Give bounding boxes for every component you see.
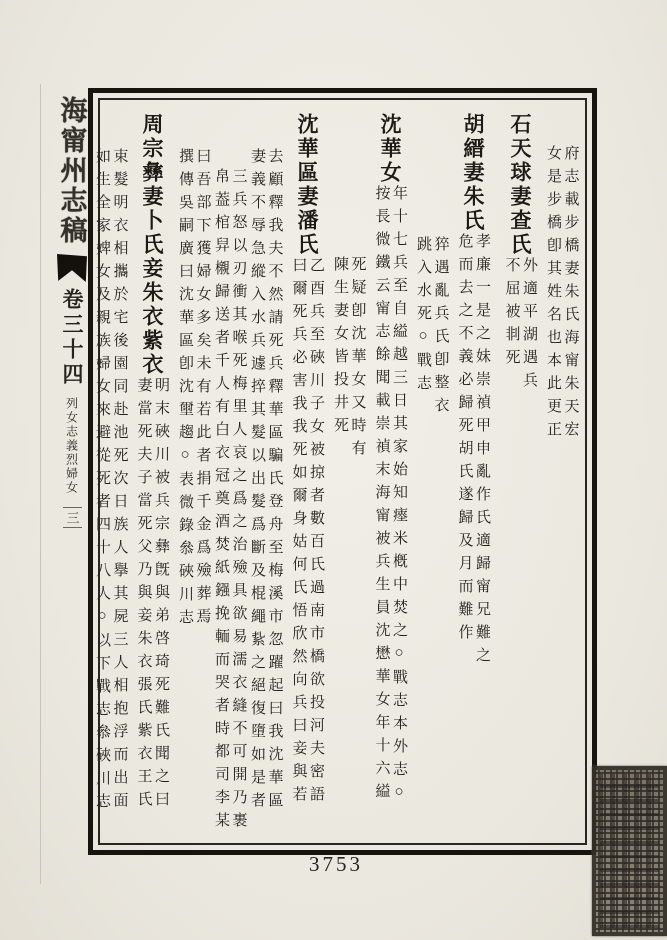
annotation-note bbox=[94, 148, 128, 816]
annotation-line-left: 如生全家婢女及親族婦女來避從死者四十八人○以下戰志叅硤川志 bbox=[94, 148, 110, 816]
entry-column bbox=[285, 113, 329, 835]
annotation-line-left: 陳生妻女皆投井死 bbox=[332, 256, 348, 440]
annotation-column bbox=[249, 113, 282, 835]
annotation-note bbox=[177, 148, 211, 632]
annotation-line-right: 三兵怒以刃衝其喉死梅里人哀之爲之治殮具欲易濡衣縫不可開乃裹 bbox=[230, 168, 247, 835]
paper-fold-line bbox=[40, 84, 41, 884]
annotation-line-left: 妻當死夫子當死父乃與妾朱衣張氏紫衣王氏 bbox=[135, 377, 152, 814]
annotation-line-left: 帛葢棺舁櫬歸送者千人有白衣冠奠酒焚紙鏹挽輀而哭者時都司李某 bbox=[213, 168, 229, 835]
spine-leaf-number: 三 bbox=[63, 507, 82, 528]
entry-column bbox=[130, 113, 174, 835]
entry-column bbox=[451, 113, 495, 835]
annotation-line-left: 曰爾死兵必害我我死如爾身姑何氏悟欣然向兵曰妾與若 bbox=[290, 257, 307, 809]
annotation-column bbox=[213, 113, 246, 835]
entry-name: 石天球妻查氏 bbox=[508, 113, 532, 257]
annotation-line-left: 不屈被剕死 bbox=[503, 257, 520, 372]
annotation-column bbox=[545, 113, 578, 835]
entry-name: 沈華女 bbox=[378, 113, 402, 185]
text-columns bbox=[94, 113, 579, 835]
annotation-note bbox=[290, 257, 324, 809]
page-frame-inner-rule bbox=[94, 98, 587, 845]
annotation-line-left: 撰傳吳嗣廣曰沈華區卽沈壐趨○表微錄叅硤川志 bbox=[177, 148, 193, 632]
entry-name: 周宗彝妻卜氏妾朱衣紫衣 bbox=[140, 113, 164, 377]
annotation-line-right: 明末硤川被兵宗彝旣與弟啓琦死難氏聞之曰 bbox=[153, 377, 169, 814]
annotation-line-right: 猝遇亂兵氏卽整衣 bbox=[432, 236, 449, 420]
spine-section-label: 列女志義烈婦女 bbox=[64, 397, 79, 495]
page-number: 3753 bbox=[309, 852, 363, 876]
annotation-line-right: 乙酉兵至硤川子女被掠者數百氏過南市橋欲投河夫密語 bbox=[308, 257, 324, 809]
annotation-line-right: 府志載步橋妻朱氏海甯朱天宏 bbox=[562, 145, 579, 444]
annotation-note bbox=[332, 256, 366, 463]
spine-volume-label: 卷三十四 bbox=[60, 288, 84, 388]
annotation-line-left: 女是步橋卽其姓名也本此更正 bbox=[545, 145, 561, 444]
annotation-line-right: 孝廉一是之妹崇禎甲申亂作氏適歸甯兄難之 bbox=[474, 233, 490, 670]
annotation-line-left: 按長微鐵云甯志餘聞載崇禎末海甯被兵生員沈懋華女年十六縊 bbox=[373, 185, 390, 806]
annotation-note bbox=[456, 233, 490, 670]
annotation-note bbox=[415, 236, 449, 420]
annotation-line-right: 外適平湖遇兵 bbox=[521, 257, 537, 395]
entry-column bbox=[498, 113, 542, 835]
annotation-note bbox=[503, 257, 537, 395]
annotation-line-right: 年十七兵至自縊越三日其家始知瘞米槪中焚之○戰志本外志○ bbox=[391, 185, 407, 808]
annotation-note bbox=[545, 145, 579, 444]
page-frame bbox=[88, 88, 597, 855]
annotation-line-right: 束髮明衣相攜於宅後園同赴池死次日族人擧其屍三人相抱浮而出面 bbox=[111, 148, 128, 815]
library-seal-stamp bbox=[592, 766, 667, 936]
annotation-column bbox=[415, 113, 448, 835]
annotation-line-right: 曰吾部下獲婦女多矣未有若此者捐千金爲殮葬焉 bbox=[194, 148, 211, 631]
annotation-line-right: 去顧釋我夫不然請死兵釋華區騙氏登舟至梅溪市忽躍起曰我沈華區 bbox=[266, 148, 283, 815]
annotation-line-right: 死疑卽沈華女又時有 bbox=[349, 256, 366, 463]
entry-column bbox=[368, 113, 412, 835]
annotation-column bbox=[332, 113, 365, 835]
fishtail-mark-icon bbox=[57, 254, 87, 282]
annotation-note bbox=[373, 185, 407, 808]
spine-book-title: 海甯州志稿 bbox=[56, 96, 87, 246]
annotation-line-left: 跳入水死○戰志 bbox=[415, 236, 431, 398]
annotation-line-left: 妻義不辱急縱入水兵遽捽其髮以出髮爲斷及棍繩紥之絕復墮如是者 bbox=[249, 148, 265, 815]
entry-name: 胡縉妻朱氏 bbox=[461, 113, 485, 233]
annotation-note bbox=[213, 168, 247, 835]
annotation-note bbox=[135, 377, 169, 814]
annotation-column bbox=[177, 113, 210, 835]
annotation-column bbox=[94, 113, 127, 835]
annotation-note bbox=[249, 148, 283, 815]
annotation-line-left: 危而去之不義必歸死胡氏遂歸及月而難作 bbox=[456, 233, 473, 647]
entry-name: 沈華區妻潘氏 bbox=[295, 113, 319, 257]
